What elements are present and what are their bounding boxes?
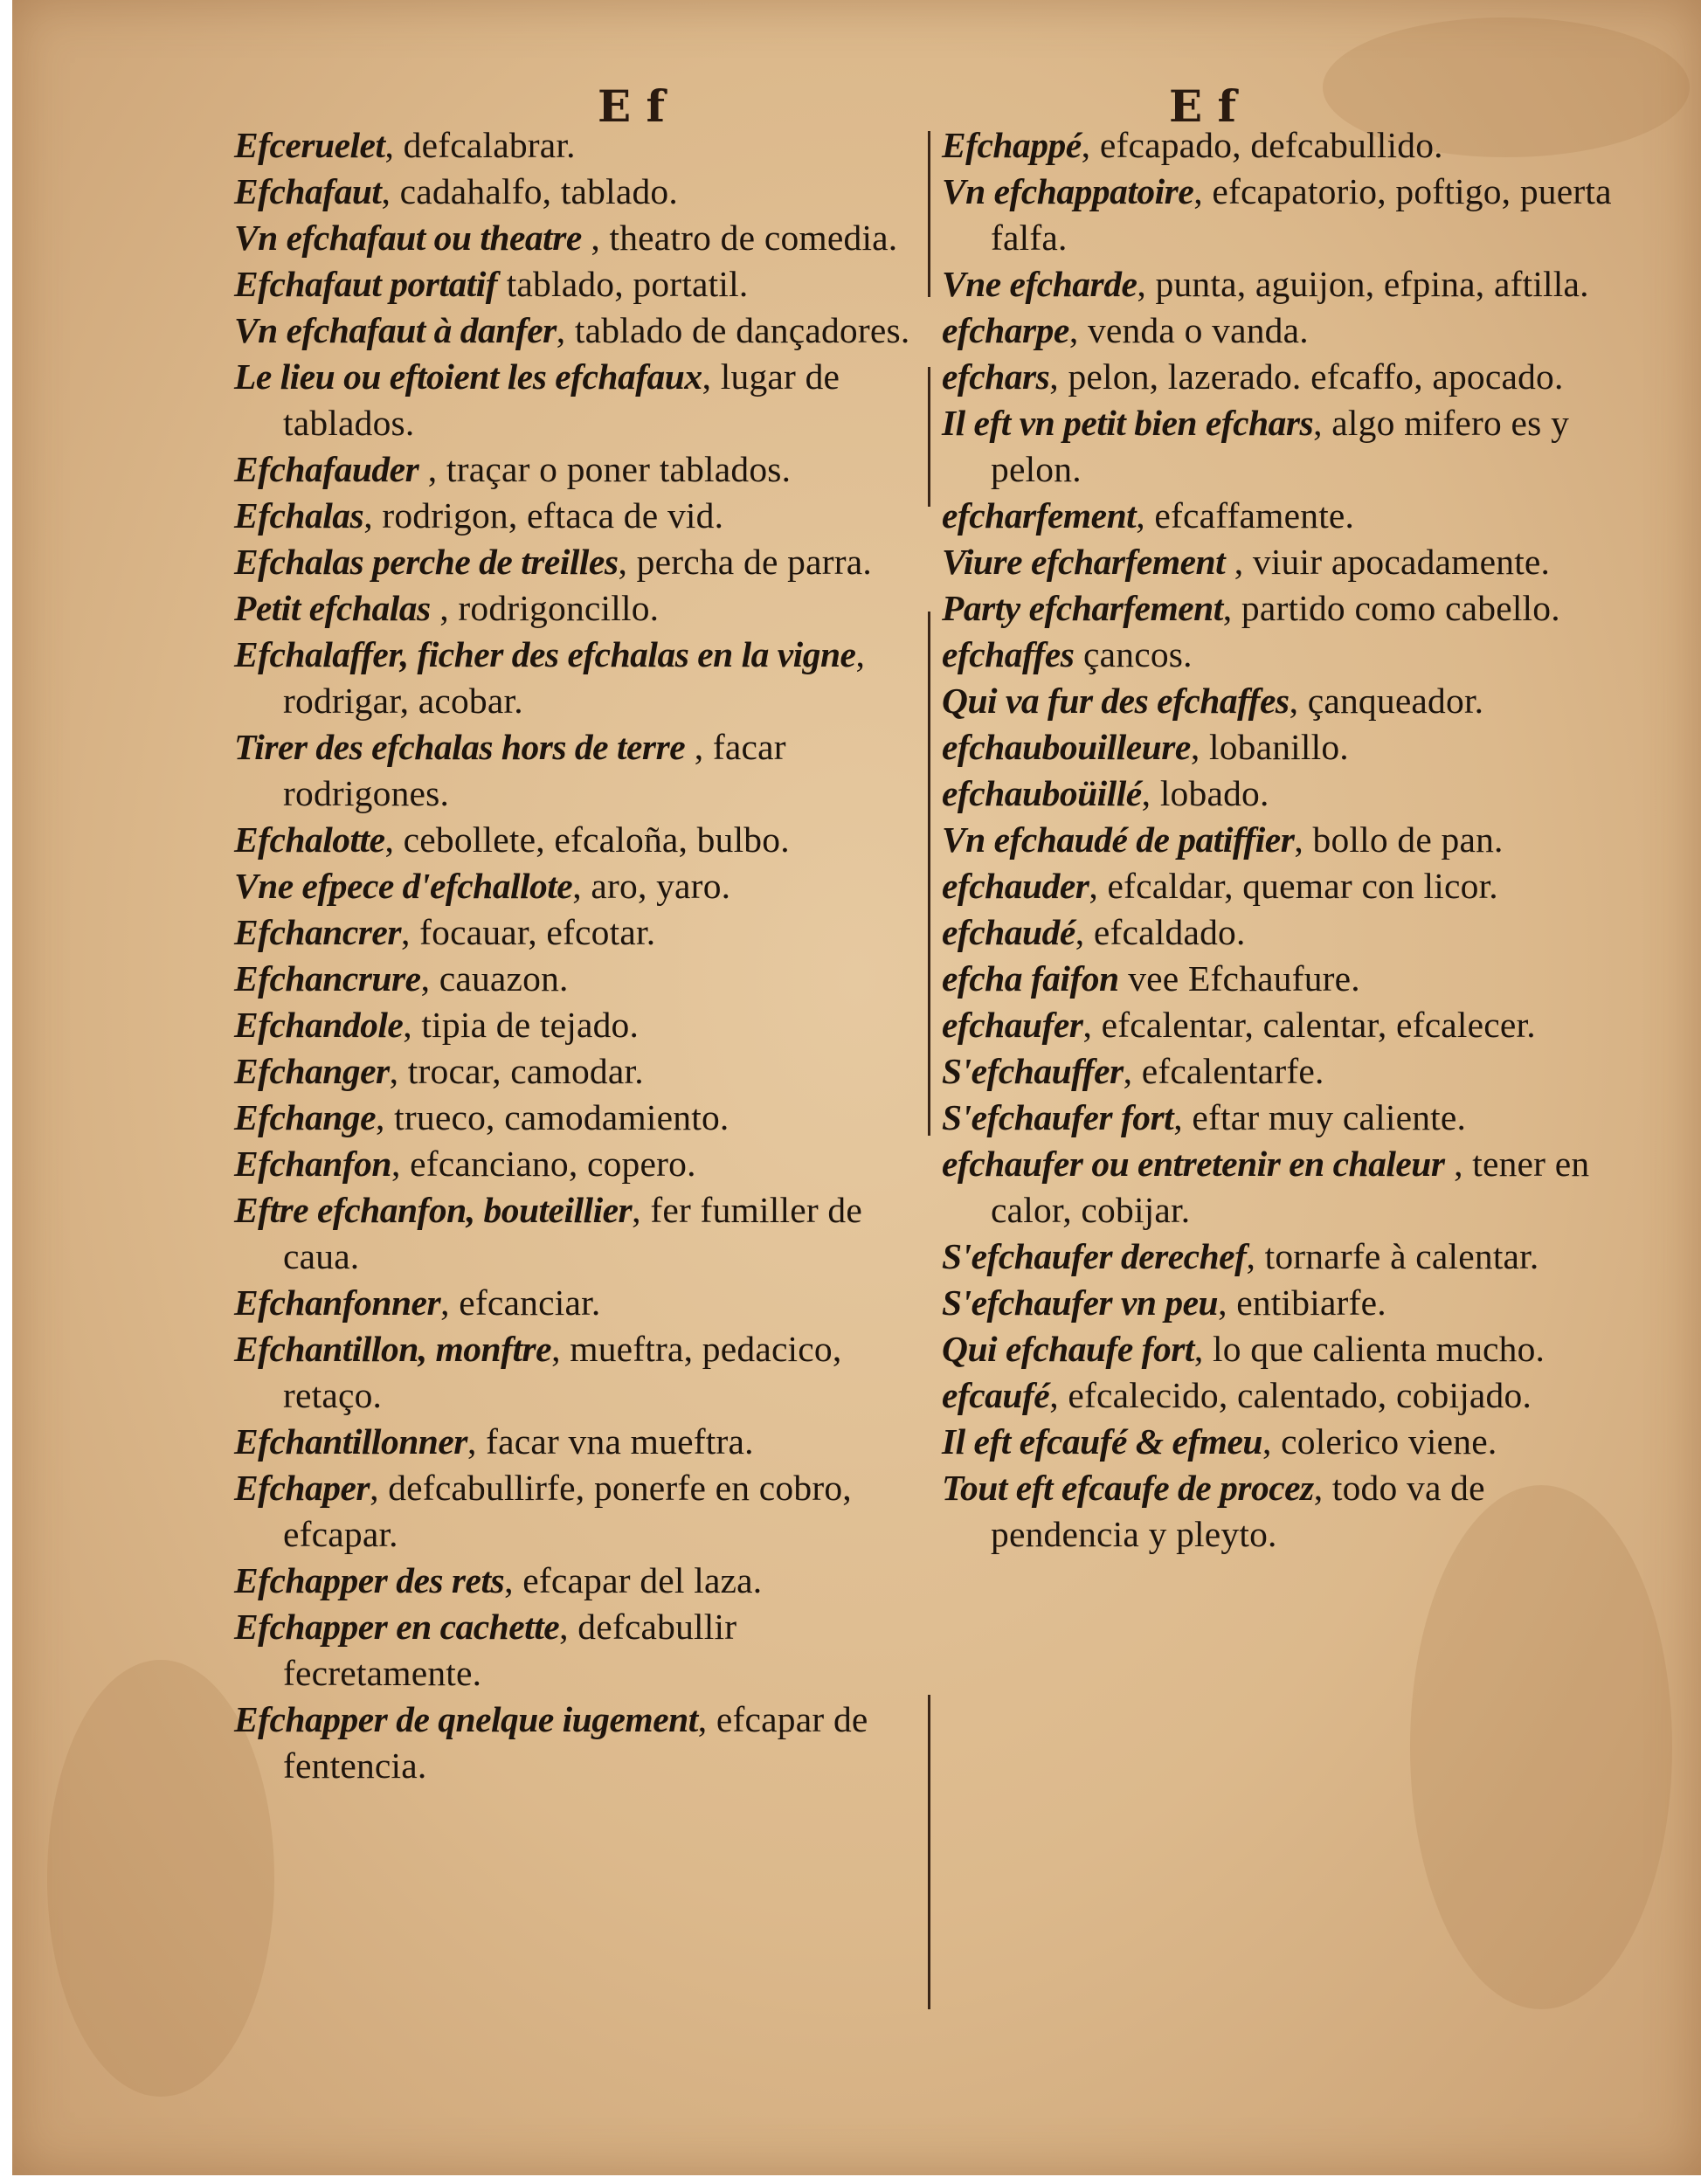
dictionary-entry bbox=[942, 400, 1625, 493]
french-headword: efcharpe bbox=[942, 310, 1069, 350]
spanish-translation: , cebollete, efcaloña, bulbo. bbox=[384, 819, 790, 860]
french-headword: efchars bbox=[942, 356, 1050, 397]
french-headword: efchaufer bbox=[942, 1005, 1083, 1045]
column-rule bbox=[928, 131, 930, 297]
french-headword: Vn efchappatoire bbox=[942, 171, 1194, 211]
spanish-translation: , lobanillo. bbox=[1190, 727, 1349, 767]
dictionary-entry bbox=[942, 771, 1625, 817]
french-headword: Tirer des efchalas hors de terre bbox=[234, 727, 686, 767]
left-column bbox=[234, 122, 914, 1789]
french-headword: Eftre efchanfon, bouteillier bbox=[234, 1190, 633, 1230]
french-headword: Vne efpece d'efchallote bbox=[234, 866, 573, 906]
french-headword: S'efchaufer fort bbox=[942, 1097, 1174, 1137]
french-headword: efchaudé bbox=[942, 912, 1075, 952]
french-headword: Efchantillon, monftre bbox=[234, 1329, 552, 1369]
dictionary-entry bbox=[942, 1372, 1625, 1419]
spanish-translation: , cadahalfo, tablado. bbox=[381, 171, 678, 211]
dictionary-entry bbox=[942, 1280, 1625, 1326]
spanish-translation: , efcaldado. bbox=[1075, 912, 1246, 952]
spanish-translation: , viuir apocadamente. bbox=[1225, 542, 1551, 582]
spanish-translation: , algo mifero es y pelon. bbox=[991, 403, 1570, 489]
french-headword: Efchafauder bbox=[234, 449, 419, 489]
spanish-translation: tablado, portatil. bbox=[497, 264, 749, 304]
french-headword: Il eft efcaufé & efmeu bbox=[942, 1421, 1262, 1462]
column-rule bbox=[928, 1695, 930, 2009]
dictionary-entry bbox=[234, 956, 914, 1002]
french-headword: Efchantillonner bbox=[234, 1421, 467, 1462]
spanish-translation: , efcanciar. bbox=[440, 1282, 601, 1323]
dictionary-entry bbox=[942, 1465, 1625, 1558]
dictionary-entry bbox=[234, 909, 914, 956]
french-headword: Efchapper de qnelque iugement bbox=[234, 1699, 698, 1739]
dictionary-entry bbox=[234, 1048, 914, 1095]
dictionary-entry bbox=[234, 1095, 914, 1141]
book-page bbox=[12, 0, 1701, 2175]
spanish-translation: , fer fumiller de caua. bbox=[283, 1190, 862, 1276]
french-headword: S'efchauffer bbox=[942, 1051, 1124, 1091]
dictionary-entry bbox=[234, 1280, 914, 1326]
dictionary-entry bbox=[942, 1048, 1625, 1095]
french-headword: Efchapper en cachette bbox=[234, 1607, 560, 1647]
french-headword: efcharfement bbox=[942, 495, 1137, 536]
spanish-translation: , eftar muy caliente. bbox=[1173, 1097, 1467, 1137]
dictionary-entry bbox=[942, 493, 1625, 539]
right-running-header: E f bbox=[1169, 80, 1237, 132]
spanish-translation: , focauar, efcotar. bbox=[400, 912, 656, 952]
french-headword: S'efchaufer vn peu bbox=[942, 1282, 1219, 1323]
french-headword: efchaubouilleure bbox=[942, 727, 1191, 767]
dictionary-entry bbox=[234, 308, 914, 354]
dictionary-entry bbox=[234, 446, 914, 493]
spanish-translation: , efcapatorio, poftigo, puerta falfa. bbox=[991, 171, 1612, 258]
spanish-translation: çancos. bbox=[1074, 634, 1193, 674]
spanish-translation: , efcanciano, copero. bbox=[391, 1144, 696, 1184]
column-rule bbox=[928, 367, 930, 507]
french-headword: efchaufer ou entretenir en chaleur bbox=[942, 1144, 1445, 1184]
spanish-translation: , efcalentar, calentar, efcalecer. bbox=[1082, 1005, 1536, 1045]
spanish-translation: , punta, aguijon, efpina, aftilla. bbox=[1137, 264, 1589, 304]
french-headword: Efchancrer bbox=[234, 912, 401, 952]
spanish-translation: , tablado de dançadores. bbox=[556, 310, 910, 350]
spanish-translation: , facar vna mueftra. bbox=[467, 1421, 754, 1462]
french-headword: Efchalotte bbox=[234, 819, 385, 860]
spanish-translation: , percha de parra. bbox=[618, 542, 872, 582]
dictionary-entry bbox=[234, 1419, 914, 1465]
spanish-translation: , theatro de comedia. bbox=[581, 218, 898, 258]
spanish-translation: , çanqueador. bbox=[1289, 681, 1484, 721]
dictionary-entry bbox=[234, 122, 914, 169]
dictionary-entry bbox=[942, 1141, 1625, 1234]
french-headword: Efchanfon bbox=[234, 1144, 391, 1184]
dictionary-entry bbox=[942, 122, 1625, 169]
dictionary-entry bbox=[942, 724, 1625, 771]
column-rule bbox=[928, 612, 930, 1136]
spanish-translation: , partido como cabello. bbox=[1222, 588, 1560, 628]
dictionary-entry bbox=[234, 1697, 914, 1789]
spanish-translation: , defcabullir fecretamente. bbox=[283, 1607, 737, 1693]
dictionary-entry bbox=[942, 1326, 1625, 1372]
spanish-translation: , venda o vanda. bbox=[1068, 310, 1309, 350]
french-headword: Efchappé bbox=[942, 125, 1082, 165]
french-headword: Efchafaut portatif bbox=[234, 264, 498, 304]
dictionary-entry bbox=[942, 632, 1625, 678]
french-headword: Qui va fur des efchaffes bbox=[942, 681, 1290, 721]
french-headword: Efchange bbox=[234, 1097, 376, 1137]
dictionary-entry bbox=[234, 1558, 914, 1604]
spanish-translation: , efcapado, defcabullido. bbox=[1081, 125, 1443, 165]
dictionary-entry bbox=[234, 354, 914, 446]
dictionary-entry bbox=[234, 863, 914, 909]
french-headword: Efchandole bbox=[234, 1005, 404, 1045]
spanish-translation: , trueco, camodamiento. bbox=[376, 1097, 729, 1137]
french-headword: Viure efcharfement bbox=[942, 542, 1226, 582]
french-headword: Efchalas perche de treilles bbox=[234, 542, 619, 582]
french-headword: efcha faifon bbox=[942, 958, 1119, 999]
dictionary-entry bbox=[234, 585, 914, 632]
left-running-header: E f bbox=[598, 80, 666, 132]
spanish-translation: , tornarfe à calentar. bbox=[1246, 1236, 1539, 1276]
dictionary-entry bbox=[942, 169, 1625, 261]
paper-stain bbox=[1410, 1485, 1672, 2009]
spanish-translation: , defcabullirfe, ponerfe en cobro, efcapar. bbox=[283, 1468, 852, 1554]
spanish-translation: , mueftra, pedacico, retaço. bbox=[283, 1329, 842, 1415]
spanish-translation: , rodrigon, eftaca de vid. bbox=[363, 495, 724, 536]
spanish-translation: , efcapar del laza. bbox=[504, 1560, 763, 1600]
spanish-translation: , lugar de tablados. bbox=[283, 356, 840, 443]
spanish-translation: , lo que calienta mucho. bbox=[1193, 1329, 1545, 1369]
dictionary-entry bbox=[234, 632, 914, 724]
french-headword: Vne efcharde bbox=[942, 264, 1137, 304]
spanish-translation: , efcaffamente. bbox=[1136, 495, 1355, 536]
dictionary-entry bbox=[234, 261, 914, 308]
spanish-translation: , todo va de pendencia y pleyto. bbox=[991, 1468, 1485, 1554]
french-headword: Efchalas bbox=[234, 495, 364, 536]
french-headword: Efchalaffer, ficher des efchalas en la vigne bbox=[234, 634, 856, 674]
dictionary-entry bbox=[234, 493, 914, 539]
dictionary-entry bbox=[942, 1002, 1625, 1048]
spanish-translation: , tipia de tejado. bbox=[403, 1005, 640, 1045]
spanish-translation: , efcalentarfe. bbox=[1123, 1051, 1324, 1091]
dictionary-entry bbox=[234, 1326, 914, 1419]
dictionary-entry bbox=[234, 169, 914, 215]
french-headword: Le lieu ou eftoient les efchafaux bbox=[234, 356, 702, 397]
french-headword: Tout eft efcaufe de procez bbox=[942, 1468, 1314, 1508]
spanish-translation: , facar rodrigones. bbox=[283, 727, 786, 813]
dictionary-entry bbox=[942, 585, 1625, 632]
spanish-translation: , aro, yaro. bbox=[572, 866, 731, 906]
spanish-translation: vee Efchaufure. bbox=[1118, 958, 1360, 999]
right-column bbox=[942, 122, 1625, 1558]
dictionary-entry bbox=[942, 909, 1625, 956]
french-headword: S'efchaufer derechef bbox=[942, 1236, 1247, 1276]
dictionary-entry bbox=[942, 539, 1625, 585]
french-headword: Vn efchafaut à danfer bbox=[234, 310, 557, 350]
dictionary-entry bbox=[942, 1234, 1625, 1280]
dictionary-entry bbox=[942, 1419, 1625, 1465]
spanish-translation: , pelon, lazerado. efcaffo, apocado. bbox=[1049, 356, 1564, 397]
spanish-translation: , efcaldar, quemar con licor. bbox=[1089, 866, 1498, 906]
spanish-translation: , traçar o poner tablados. bbox=[418, 449, 792, 489]
dictionary-entry bbox=[234, 817, 914, 863]
dictionary-entry bbox=[942, 354, 1625, 400]
spanish-translation: , efcalecido, calentado, cobijado. bbox=[1049, 1375, 1532, 1415]
dictionary-entry bbox=[234, 215, 914, 261]
french-headword: Vn efchafaut ou theatre bbox=[234, 218, 582, 258]
dictionary-entry bbox=[942, 956, 1625, 1002]
spanish-translation: , entibiarfe. bbox=[1218, 1282, 1386, 1323]
spanish-translation: , rodrigar, acobar. bbox=[283, 634, 866, 721]
dictionary-entry bbox=[234, 539, 914, 585]
french-headword: efchauboüillé bbox=[942, 773, 1142, 813]
spanish-translation: , rodrigoncillo. bbox=[430, 588, 660, 628]
dictionary-entry bbox=[942, 1095, 1625, 1141]
dictionary-entry bbox=[234, 724, 914, 817]
french-headword: efchaffes bbox=[942, 634, 1075, 674]
dictionary-entry bbox=[942, 308, 1625, 354]
french-headword: efcaufé bbox=[942, 1375, 1050, 1415]
french-headword: Efchafaut bbox=[234, 171, 382, 211]
dictionary-entry bbox=[234, 1187, 914, 1280]
spanish-translation: , defcalabrar. bbox=[384, 125, 576, 165]
dictionary-entry bbox=[942, 817, 1625, 863]
french-headword: Qui efchaufe fort bbox=[942, 1329, 1194, 1369]
french-headword: Petit efchalas bbox=[234, 588, 431, 628]
dictionary-entry bbox=[942, 678, 1625, 724]
dictionary-entry bbox=[942, 261, 1625, 308]
french-headword: Efchanfonner bbox=[234, 1282, 441, 1323]
spanish-translation: , colerico viene. bbox=[1262, 1421, 1497, 1462]
french-headword: Efchaper bbox=[234, 1468, 370, 1508]
spanish-translation: , bollo de pan. bbox=[1294, 819, 1504, 860]
spanish-translation: , trocar, camodar. bbox=[389, 1051, 644, 1091]
french-headword: Il eft vn petit bien efchars bbox=[942, 403, 1314, 443]
dictionary-entry bbox=[942, 863, 1625, 909]
french-headword: Efchancrure bbox=[234, 958, 421, 999]
french-headword: Efchapper des rets bbox=[234, 1560, 505, 1600]
spanish-translation: , efcapar de fentencia. bbox=[283, 1699, 868, 1786]
french-headword: Efchanger bbox=[234, 1051, 390, 1091]
spanish-translation: , tener en calor, cobijar. bbox=[991, 1144, 1590, 1230]
french-headword: Party efcharfement bbox=[942, 588, 1223, 628]
spanish-translation: , cauazon. bbox=[420, 958, 569, 999]
spanish-translation: , lobado. bbox=[1141, 773, 1269, 813]
french-headword: Efceruelet bbox=[234, 125, 385, 165]
dictionary-entry bbox=[234, 1465, 914, 1558]
dictionary-entry bbox=[234, 1141, 914, 1187]
french-headword: Vn efchaudé de patiffier bbox=[942, 819, 1295, 860]
dictionary-entry bbox=[234, 1604, 914, 1697]
dictionary-entry bbox=[234, 1002, 914, 1048]
french-headword: efchauder bbox=[942, 866, 1089, 906]
